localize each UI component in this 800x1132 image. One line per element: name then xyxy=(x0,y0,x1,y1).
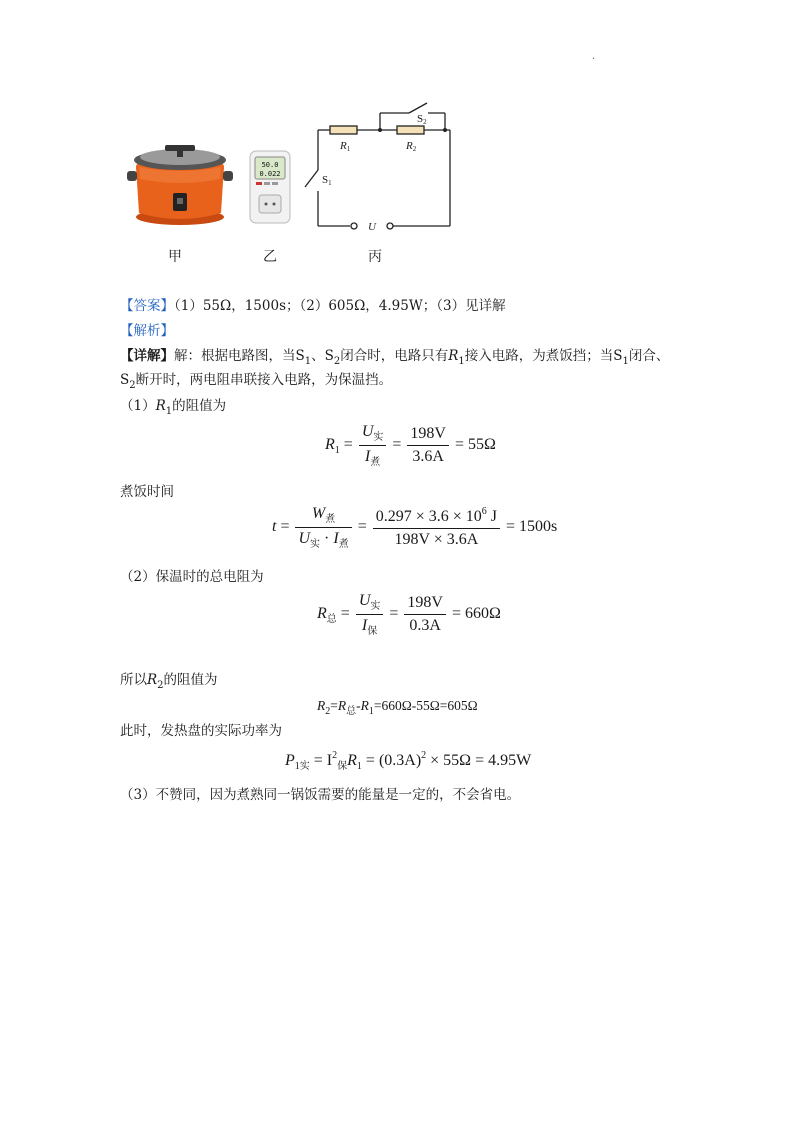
meter-reading-2: 0.022 xyxy=(259,170,281,178)
label-r2: R2 xyxy=(406,140,417,153)
equation-r2: $R_2=R_总-R_1=660\Omega-55\Omega=605\Omega$ xyxy=(317,698,478,717)
equation-r1: $R_1$ = $\frac{U_实}{I_煮}$ = $\frac{198V}{3.6A}$ = 55Ω xyxy=(325,423,496,468)
detail-line-2: $S_2$断开时，两电阻串联接入电路，为保温挡。 xyxy=(120,372,393,391)
part2-label: （2）保温时的总电阻为 xyxy=(120,569,264,585)
answer-text: （1）55Ω，1500s；（2）605Ω，4.95W；（3）见详解 xyxy=(174,298,506,314)
meter-reading-1: 50.0 xyxy=(261,161,279,169)
r2-label: 所以$R_2$的阻值为 xyxy=(120,672,218,691)
analysis-tag: 【解析】 xyxy=(120,323,174,339)
answer-tag: 【答案】 xyxy=(120,298,174,314)
power-label: 此时，发热盘的实际功率为 xyxy=(120,723,282,739)
detail-line-1: 【详解】解：根据电路图，当$S_1$、$S_2$闭合时，电路只有$R_1$接入电路，为煮饭挡；当$S_1$闭合、 xyxy=(120,348,670,367)
page-mark: · xyxy=(592,54,596,65)
power-meter-image xyxy=(250,151,290,223)
label-s2: S2 xyxy=(417,113,427,126)
caption-jia: 甲 xyxy=(168,249,182,265)
label-u: U xyxy=(368,221,376,233)
equation-power: $P_{1实} = I^2_保R_1 = (0.3A)^2 \times 55\Omega = 4.95W$ xyxy=(285,750,532,772)
label-s1: S1 xyxy=(322,174,332,187)
equation-r-total: $R_总$ = $\frac{U_实}{I_保}$ = $\frac{198V}{0.3A}$ = 660Ω xyxy=(317,592,501,637)
label-r1: R1 xyxy=(340,140,351,153)
circuit-diagram xyxy=(305,103,450,229)
caption-yi: 乙 xyxy=(263,249,277,265)
answer-line xyxy=(120,294,506,318)
part3-text: （3）不赞同，因为煮熟同一锅饭需要的能量是一定的，不会省电。 xyxy=(120,787,521,803)
part1-label: $(1)R_1$的阻值为 xyxy=(120,398,227,417)
rice-cooker-image xyxy=(127,145,233,225)
caption-bing: 丙 xyxy=(368,249,382,265)
problem-figure xyxy=(125,95,465,270)
detail-tag: 【详解】 xyxy=(120,348,174,364)
time-label: 煮饭时间 xyxy=(120,484,174,500)
equation-time: t = $\frac{W_煮}{U_实 \cdot I_煮}$ = $\frac{0.297 \times 3.6 \times 10^6 J}{198V \times 3.6A}$ = 1500s xyxy=(272,505,558,550)
